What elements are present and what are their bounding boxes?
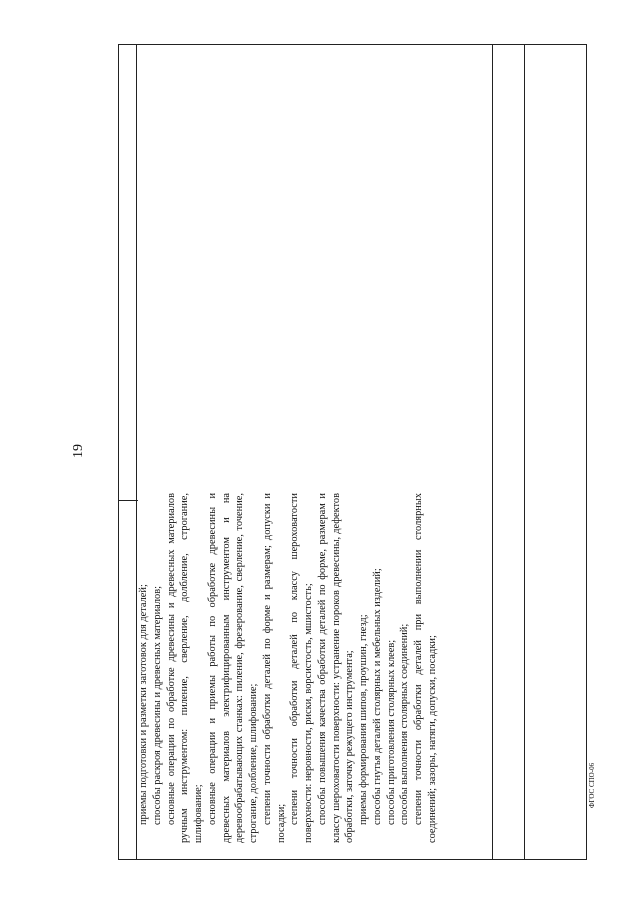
content-line: способы выполнения столярных соединений; <box>399 623 411 825</box>
content-column <box>136 491 569 845</box>
content-line: способы гнутья деталей столярных и мебельных изделий; <box>371 568 383 825</box>
content-line: степени точности обработки деталей по классу шероховатости поверхности: неровности, риски, ворсистость, мшистость; <box>289 493 314 843</box>
content-line: приемы формирования шипов, проушин, гнезд; <box>358 614 369 825</box>
content-line: основные операции и приемы работы по обработке древесины и древесных материалов электрифицированным инструментом и на деревообрабатывающих станках: пиление, фрезерование, сверление, точение, строгание, долбление, шлифование; <box>206 493 259 843</box>
footer-code: ФГОС СПО-06 <box>588 762 596 808</box>
content-line: приемы подготовки и разметки заготовок для деталей; <box>138 584 149 825</box>
content-line: степени точности обработки деталей по форме и размерам; допуски и посадки; <box>261 493 287 843</box>
content-line: степени точности обработки деталей при выполнении столярных соединений; зазоры, натяги, допуски, посадки; <box>413 493 438 843</box>
content-line: основные операции по обработке древесины и древесных материалов ручным инструментом: пиление, сверление, долбление, строгание, шлифование; <box>165 493 204 843</box>
content-line: способы повышения качества обработки деталей по форме, размерам и классу шероховатости поверхности: устранение пороков древесины, дефектов обработки, заточку режущего инструмента; <box>316 493 356 843</box>
page-number: 19 <box>71 444 86 458</box>
content-line: способы раскроя древесины и древесных материалов; <box>151 585 163 825</box>
content-line: способы приготовления столярных клеев; <box>385 639 397 825</box>
